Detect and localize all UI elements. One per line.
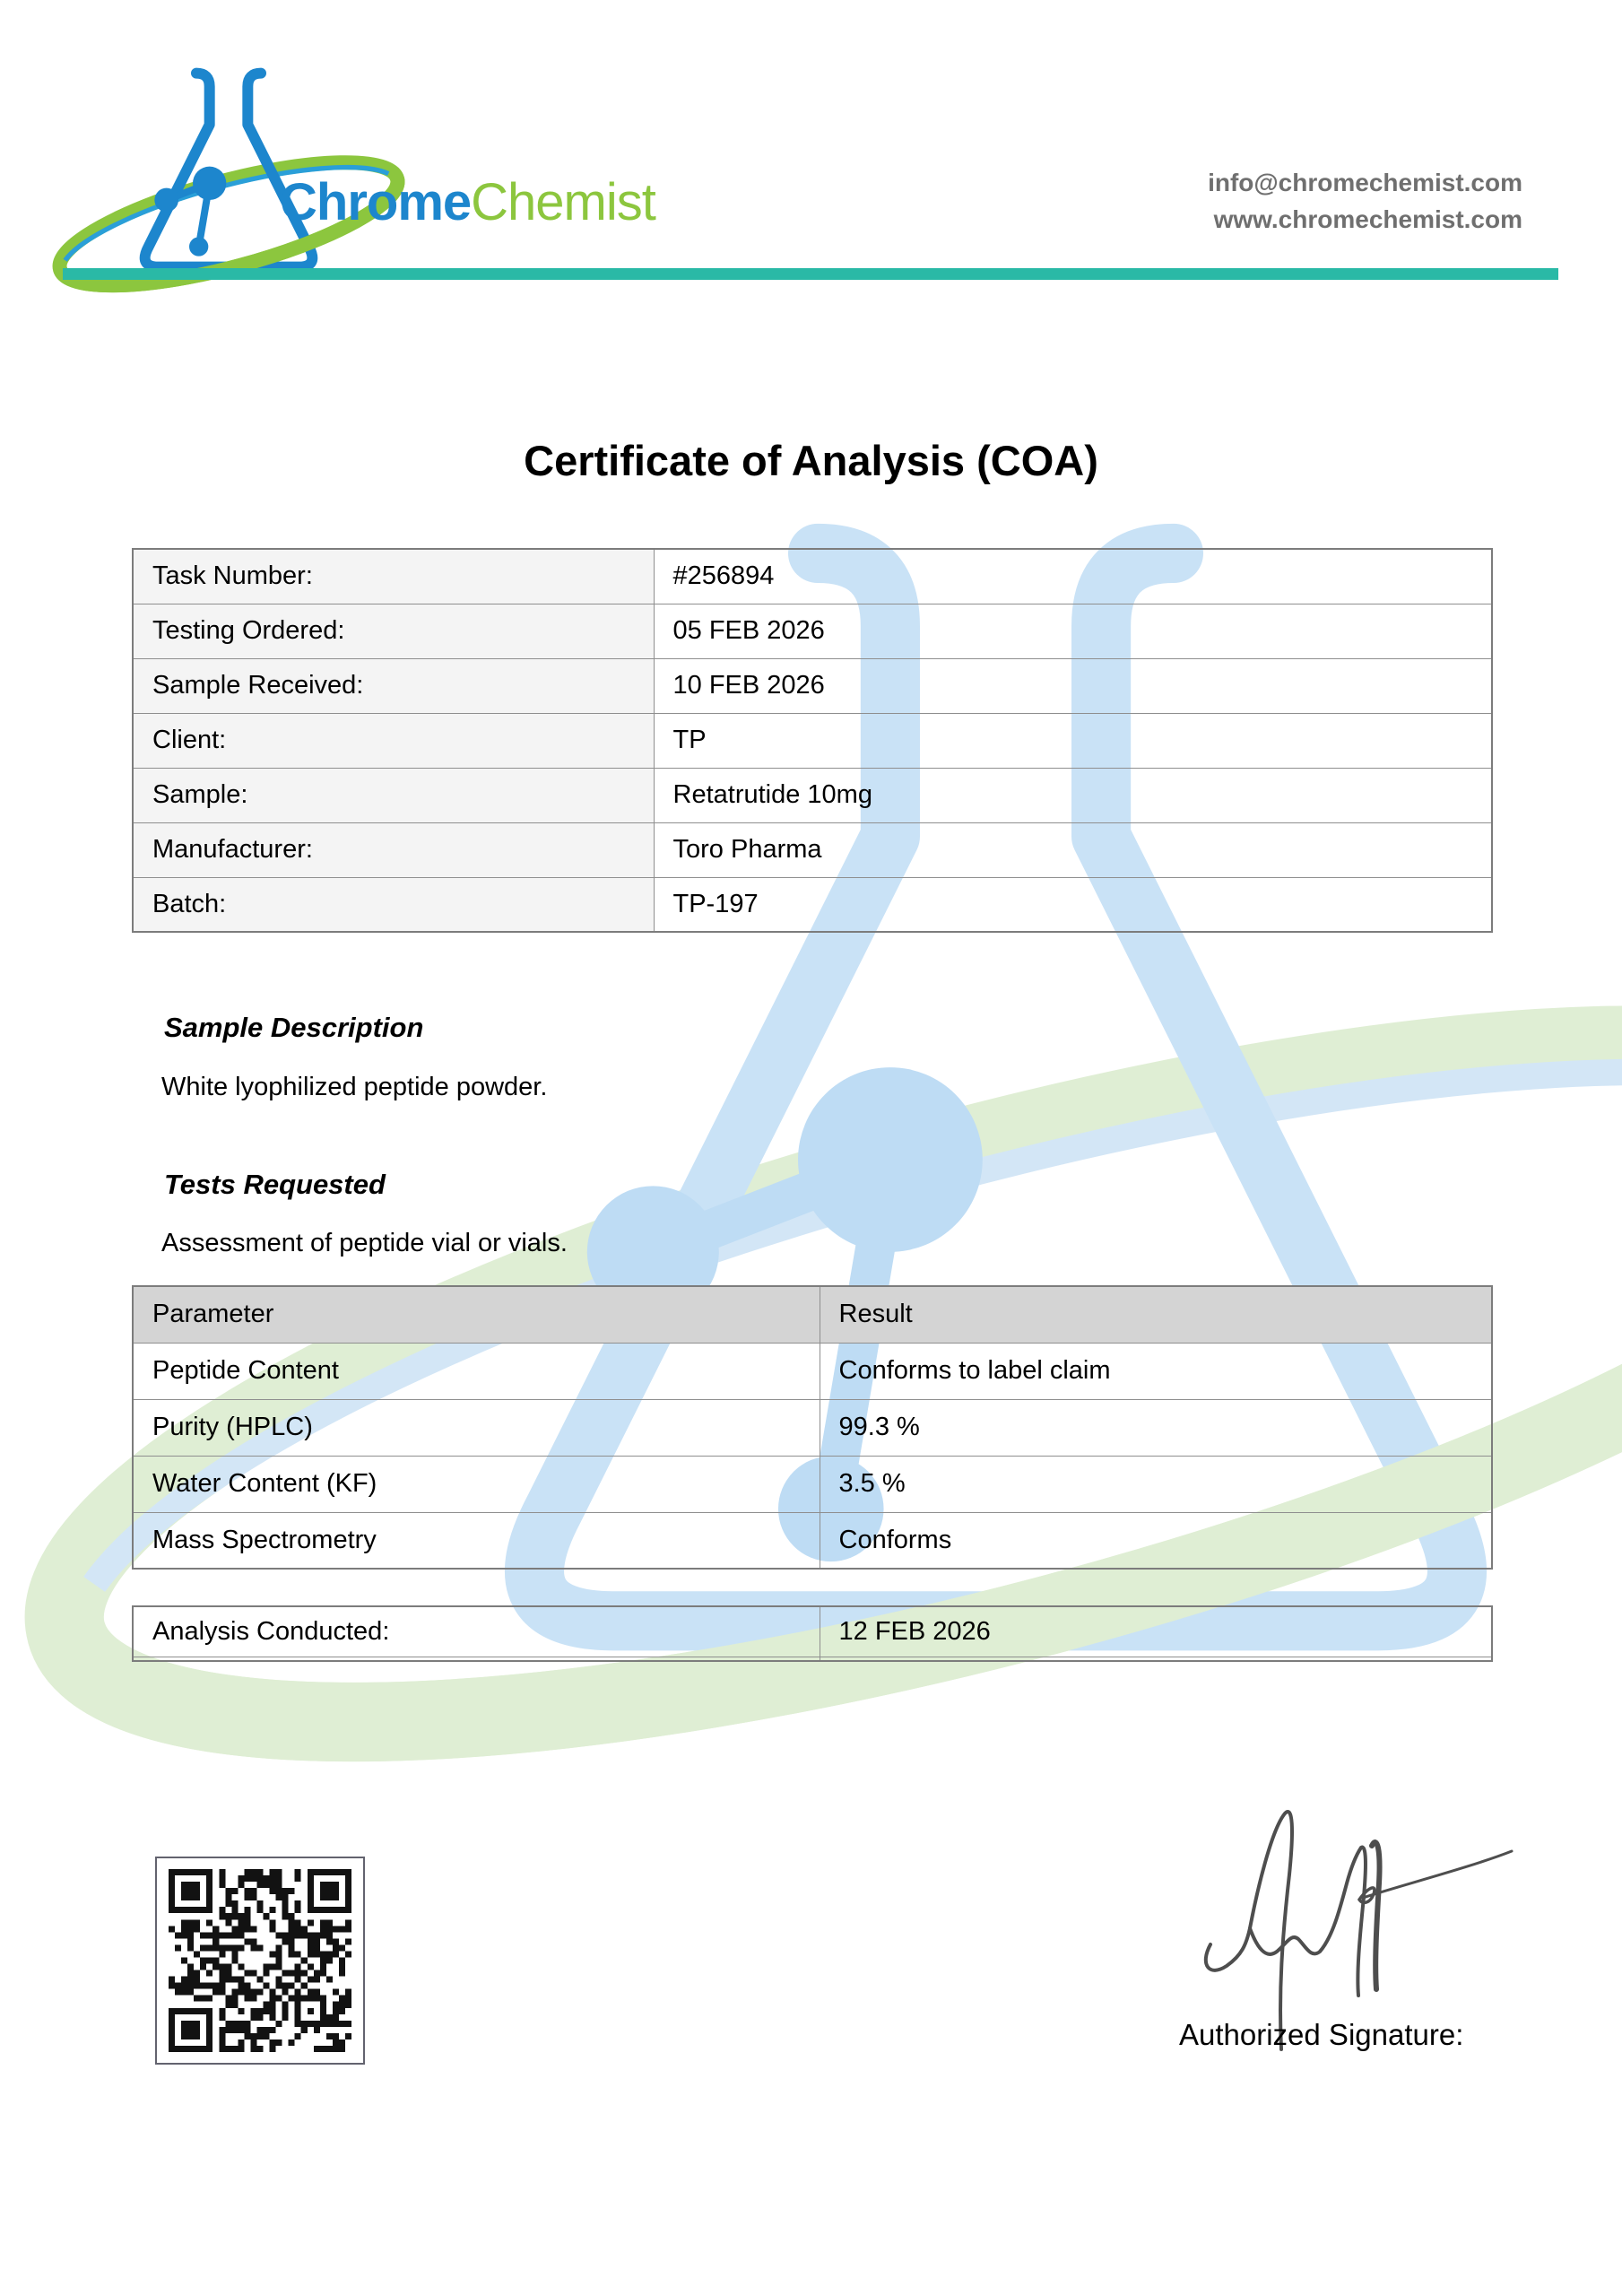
table-row (133, 658, 1492, 713)
section-heading-tests-requested: Tests Requested (164, 1169, 386, 1200)
results-header-parameter: Parameter (133, 1286, 820, 1343)
results-header-result: Result (820, 1286, 1492, 1343)
contact-website: www.chromechemist.com (1213, 205, 1522, 233)
info-value: 05 FEB 2026 (654, 604, 1492, 658)
info-label: Client: (133, 713, 654, 768)
info-label: Batch: (133, 877, 654, 932)
info-label: Sample: (133, 768, 654, 822)
result-value: Conforms to label claim (820, 1343, 1492, 1399)
brand-name (280, 172, 655, 232)
contact-email: info@chromechemist.com (1208, 169, 1522, 196)
page-title: Certificate of Analysis (COA) (524, 437, 1098, 484)
info-label: Testing Ordered: (133, 604, 654, 658)
info-label: Manufacturer: (133, 822, 654, 877)
result-parameter: Mass Spectrometry (133, 1512, 820, 1569)
info-value: Toro Pharma (654, 822, 1492, 877)
info-value: 10 FEB 2026 (654, 658, 1492, 713)
analysis-value: 12 FEB 2026 (820, 1606, 1492, 1657)
table-row (133, 1456, 1492, 1512)
result-value: 99.3 % (820, 1399, 1492, 1456)
result-parameter: Purity (HPLC) (133, 1399, 820, 1456)
table-row (133, 713, 1492, 768)
table-row (133, 768, 1492, 822)
table-row (133, 1343, 1492, 1399)
authorized-signature-label: Authorized Signature: (1179, 2018, 1464, 2051)
info-value: Retatrutide 10mg (654, 768, 1492, 822)
info-value: #256894 (654, 549, 1492, 604)
table-row (133, 877, 1492, 932)
table-row (133, 1606, 1492, 1657)
table-row (133, 822, 1492, 877)
result-parameter: Water Content (KF) (133, 1456, 820, 1512)
analysis-label: Analysis Conducted: (133, 1606, 820, 1657)
table-header-row (133, 1286, 1492, 1343)
table-row (133, 1512, 1492, 1569)
header-divider (63, 268, 1558, 280)
qr-code (155, 1857, 365, 2065)
section-heading-sample-description: Sample Description (164, 1012, 424, 1043)
info-value: TP-197 (654, 877, 1492, 932)
info-label: Sample Received: (133, 658, 654, 713)
qr-code-canvas (169, 1869, 351, 2052)
result-parameter: Peptide Content (133, 1343, 820, 1399)
result-value: Conforms (820, 1512, 1492, 1569)
section-body-sample-description: White lyophilized peptide powder. (161, 1073, 548, 1101)
contact-block (1208, 164, 1522, 238)
table-row (133, 604, 1492, 658)
result-value: 3.5 % (820, 1456, 1492, 1512)
table-row (133, 549, 1492, 604)
table-filler-row (133, 1657, 1492, 1661)
analysis-date-table (132, 1605, 1493, 1662)
info-value: TP (654, 713, 1492, 768)
info-label: Task Number: (133, 549, 654, 604)
results-table (132, 1285, 1493, 1570)
sample-info-table (132, 548, 1493, 933)
section-body-tests-requested: Assessment of peptide vial or vials. (161, 1229, 568, 1257)
brand-name-chemist: Chemist (471, 173, 655, 231)
brand-name-chrome: Chrome (280, 173, 472, 231)
table-row (133, 1399, 1492, 1456)
